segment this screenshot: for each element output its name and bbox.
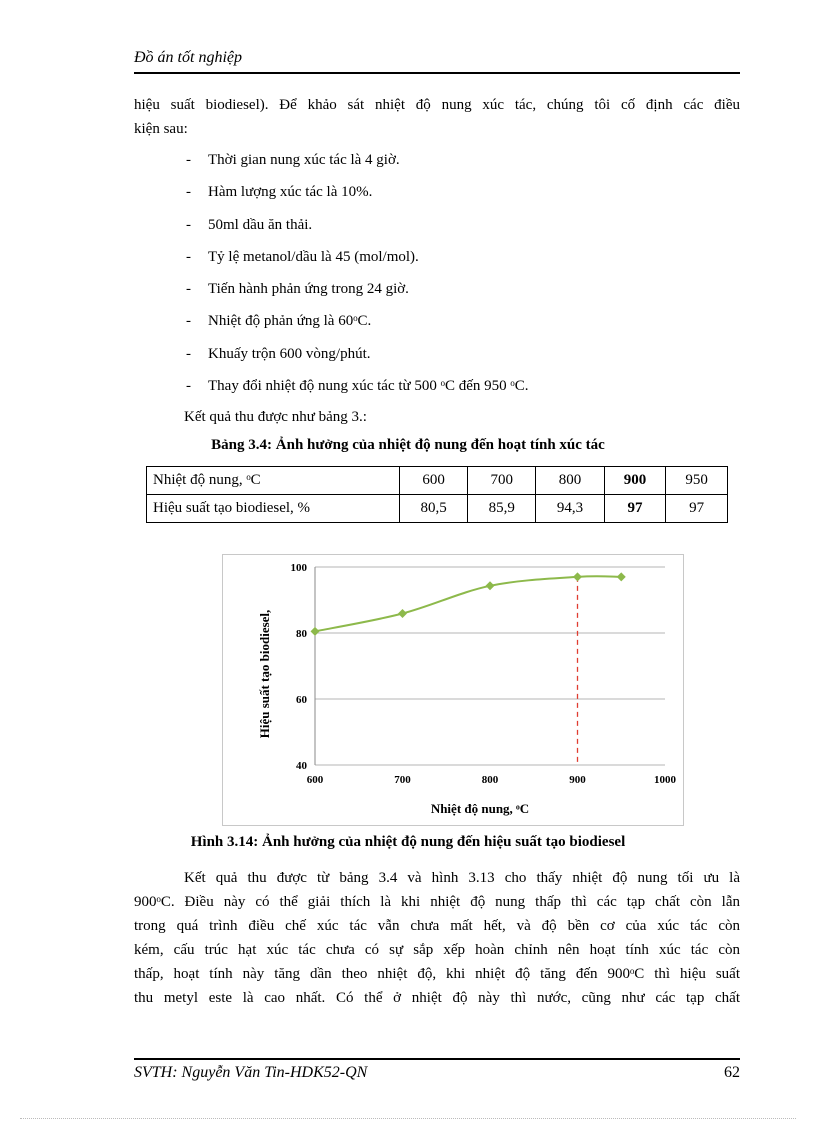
conclusion-line: kém, cấu trúc hạt xúc tác chưa có sự sắp xếp hoàn chỉnh nên hoạt tính xúc tác còn [134,942,740,958]
page-edge [20,1118,796,1119]
bullet-dash: - [186,216,191,233]
list-item-text: Hàm lượng xúc tác là 10%. [208,184,373,201]
table-cell: 950 [666,467,728,495]
conclusion-line: Kết quả thu được từ bảng 3.4 và hình 3.13 cho thấy nhiệt độ nung tối ưu là [184,870,740,886]
table-row-label: Nhiệt độ nung, ᵒC [147,467,400,495]
x-axis-title: Nhiệt độ nung, ᵒC [430,801,530,816]
y-tick-label: 100 [290,562,307,574]
y-axis-title: Hiệu suất tạo biodiesel, [257,609,272,739]
page-number: 62 [724,1064,740,1081]
list-item-text: Nhiệt độ phản ứng là 60ᵒC. [208,313,372,330]
page-header-title: Đồ án tốt nghiệp [134,49,242,66]
data-point [311,627,320,636]
y-tick-label: 80 [296,628,307,640]
x-tick-label: 600 [306,774,324,786]
footer-author: SVTH: Nguyễn Văn Tin-HDK52-QN [134,1064,368,1081]
conclusion-paragraph [134,866,740,1010]
list-item [186,215,726,247]
table-cell: 600 [400,467,468,495]
table-cell: 97 [666,495,728,523]
conclusion-line: thu metyl este là cao nhất. Có thể ở nhiệt độ này thì nước, cũng như các tạp chất [134,990,740,1006]
conclusion-line: thấp, hoạt tính này tăng dần theo nhiệt độ, khi nhiệt độ tăng đến 900ᵒC thì hiệu suất [134,966,740,982]
data-point [617,572,626,581]
list-item-text: Tiến hành phản ứng trong 24 giờ. [208,281,409,298]
list-item [186,182,726,214]
list-item [186,279,726,311]
figure-caption: Hình 3.14: Ảnh hưởng của nhiệt độ nung đến hiệu suất tạo biodiesel [190,834,626,850]
bullet-dash: - [186,184,191,201]
conditions-list [186,150,726,408]
list-item-text: Thời gian nung xúc tác là 4 giờ. [208,152,400,168]
intro-paragraph [134,93,740,141]
y-tick-label: 60 [296,694,307,706]
bullet-dash: - [186,313,191,330]
list-item [186,311,726,343]
result-intro: Kết quả thu được như bảng 3.: [184,409,367,425]
bullet-dash: - [186,248,191,265]
series-line [315,576,621,631]
conclusion-line: 900ᵒC. Điều này có thể giải thích là khi nhiệt độ nung thấp thì các tạp chất còn lẫn [134,894,740,910]
bullet-dash: - [186,345,191,362]
table-cell: 700 [468,467,536,495]
conclusion-line: trong quá trình điều chế xúc tác vẫn chưa mất hết, và độ bền cơ của xúc tác còn [134,918,740,934]
bullet-dash: - [186,281,191,298]
table-cell: 97 [604,495,666,523]
header-rule [134,72,740,74]
y-tick-label: 40 [296,760,307,772]
table-caption: Bảng 3.4: Ảnh hưởng của nhiệt độ nung đến hoạt tính xúc tác [211,437,605,453]
table-row [147,495,728,523]
x-tick-label: 900 [569,774,586,786]
list-item-text: Khuấy trộn 600 vòng/phút. [208,345,371,362]
table-row [147,467,728,495]
intro-line: kiện sau: [134,121,188,137]
data-point [486,581,495,590]
table-cell: 800 [536,467,604,495]
table-cell: 85,9 [468,495,536,523]
bullet-dash: - [186,378,191,395]
line-chart [223,555,683,825]
list-item-text: 50ml dầu ăn thải. [208,216,313,233]
table-cell: 900 [604,467,666,495]
x-tick-label: 800 [481,774,499,786]
list-item [186,344,726,376]
chart-frame [222,554,684,826]
intro-line: hiệu suất biodiesel). Để khảo sát nhiệt độ nung xúc tác, chúng tôi cố định các điều [134,97,740,113]
table-cell: 80,5 [400,495,468,523]
list-item [186,247,726,279]
results-table [146,466,728,523]
list-item [186,150,726,182]
data-point [573,572,582,581]
table-row-label: Hiệu suất tạo biodiesel, % [147,495,400,523]
list-item-text: Tỷ lệ metanol/dầu là 45 (mol/mol). [208,248,419,265]
data-point [398,609,407,618]
x-tick-label: 700 [394,774,411,786]
bullet-dash: - [186,152,191,168]
footer-rule [134,1058,740,1060]
list-item [186,376,726,408]
list-item-text: Thay đổi nhiệt độ nung xúc tác từ 500 ᵒC đến 950 ᵒC. [208,378,529,395]
x-tick-label: 1000 [654,774,676,786]
table-cell: 94,3 [536,495,604,523]
